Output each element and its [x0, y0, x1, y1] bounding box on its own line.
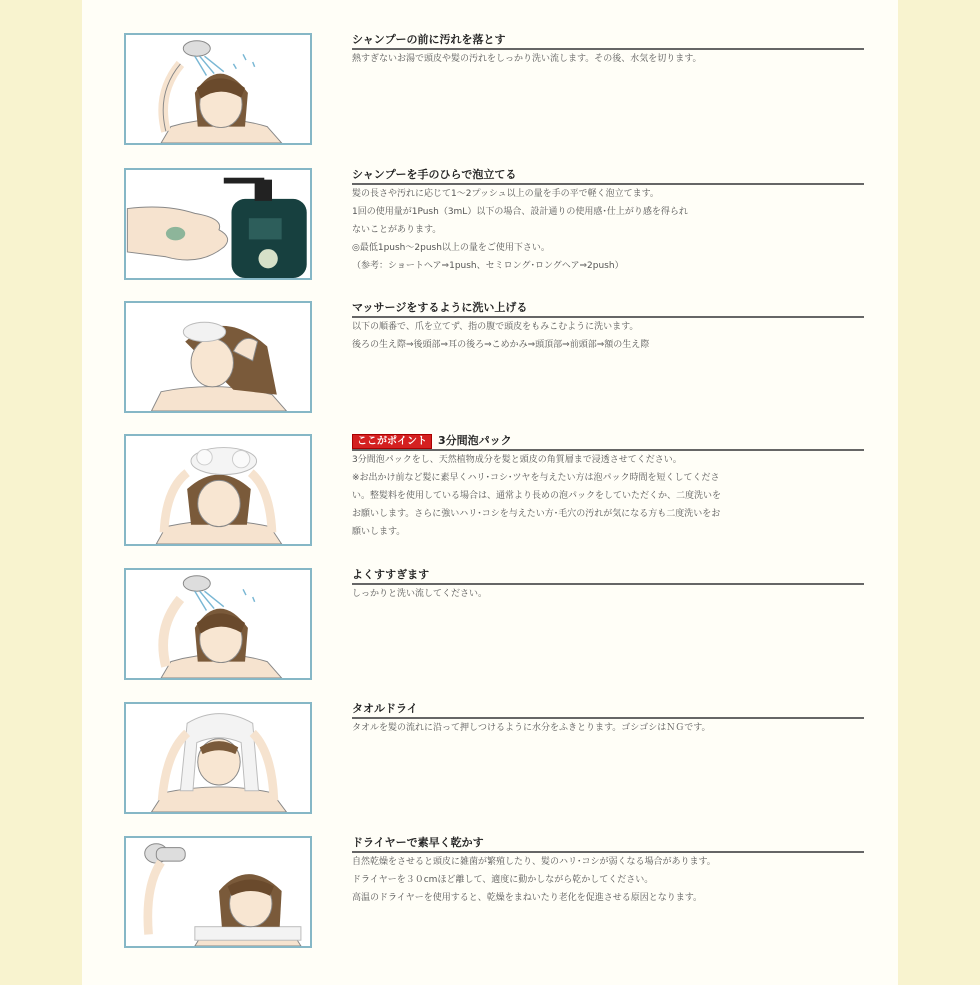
- step-text: （参考：ショートヘア⇒1push、セミロング･ロングヘア⇒2push）: [352, 261, 624, 271]
- step-text: しっかりと洗い流してください。: [352, 589, 488, 599]
- towel-dry-illustration: [124, 702, 312, 814]
- point-badge: ここがポイント: [352, 434, 432, 449]
- step-text: 後ろの生え際⇒後頭部⇒耳の後ろ⇒こめかみ⇒頭頂部⇒前頭部⇒額の生え際: [352, 340, 650, 350]
- step-text: お願いします。さらに強いハリ･コシを与えたい方･毛穴の汚れが気になる方も二度洗いをお: [352, 509, 721, 519]
- step-title: [352, 434, 864, 451]
- step-text: 熱すぎないお湯で頭皮や髪の汚れをしっかり洗い流します。その後、水気を切ります。: [352, 54, 702, 64]
- step-text: 1回の使用量が1Push（3mL）以下の場合、設計通りの使用感･仕上がり感を得られ: [352, 207, 688, 217]
- step-text: ドライヤーを３０cmほど離して、適度に動かしながら乾かしてください。: [352, 875, 654, 885]
- step-text: 高温のドライヤーを使用すると、乾燥をまねいたり老化を促進させる原因となります。: [352, 893, 703, 903]
- step-text: ※お出かけ前など髪に素早くハリ･コシ･ツヤを与えたい方は泡パック時間を短くしてくださ: [352, 473, 720, 483]
- step-title: タオルドライ: [352, 702, 864, 719]
- shower-rinse-illustration: [124, 33, 312, 145]
- step-foam-pack: [124, 434, 864, 550]
- step-text: 以下の順番で、爪を立てず、指の腹で頭皮をもみこむように洗います。: [352, 322, 639, 332]
- hand-and-bottle-illustration: [124, 168, 312, 280]
- step-rinse-before-shampoo: [124, 33, 864, 149]
- step-massage-wash: [124, 301, 864, 417]
- step-text: い。整髪料を使用している場合は、通常より長めの泡パックをしていただくか、二度洗いを: [352, 491, 722, 501]
- step-text: 髪の長さや汚れに応じて1～2プッシュ以上の量を手の平で軽く泡立てます。: [352, 189, 659, 199]
- step-title-text: 3分間泡パック: [438, 434, 512, 447]
- step-lather-shampoo: [124, 168, 864, 284]
- instruction-page: [82, 0, 898, 985]
- step-title: よくすすぎます: [352, 568, 864, 585]
- step-title: シャンプーの前に汚れを落とす: [352, 33, 864, 50]
- step-rinse-well: [124, 568, 864, 684]
- step-towel-dry: [124, 702, 864, 818]
- shower-rinse-illustration: [124, 568, 312, 680]
- foam-pack-illustration: [124, 434, 312, 546]
- step-title: マッサージをするように洗い上げる: [352, 301, 864, 318]
- step-text: ないことがあります。: [352, 225, 442, 235]
- step-text: 3分間泡パックをし、天然植物成分を髪と頭皮の角質層まで浸透させてください。: [352, 455, 682, 465]
- massage-illustration: [124, 301, 312, 413]
- hair-dryer-illustration: [124, 836, 312, 948]
- step-text: 自然乾燥をさせると頭皮に雑菌が繁殖したり、髪のハリ･コシが弱くなる場合があります。: [352, 857, 716, 867]
- step-text: ◎最低1push～2push以上の量をご使用下さい。: [352, 243, 550, 253]
- step-blow-dry: [124, 836, 864, 952]
- step-text: タオルを髪の流れに沿って押しつけるように水分をふきとります。ゴシゴシはＮＧです。: [352, 723, 711, 733]
- step-title: シャンプーを手のひらで泡立てる: [352, 168, 864, 185]
- step-title: ドライヤーで素早く乾かす: [352, 836, 864, 853]
- step-text: 願いします。: [352, 527, 406, 537]
